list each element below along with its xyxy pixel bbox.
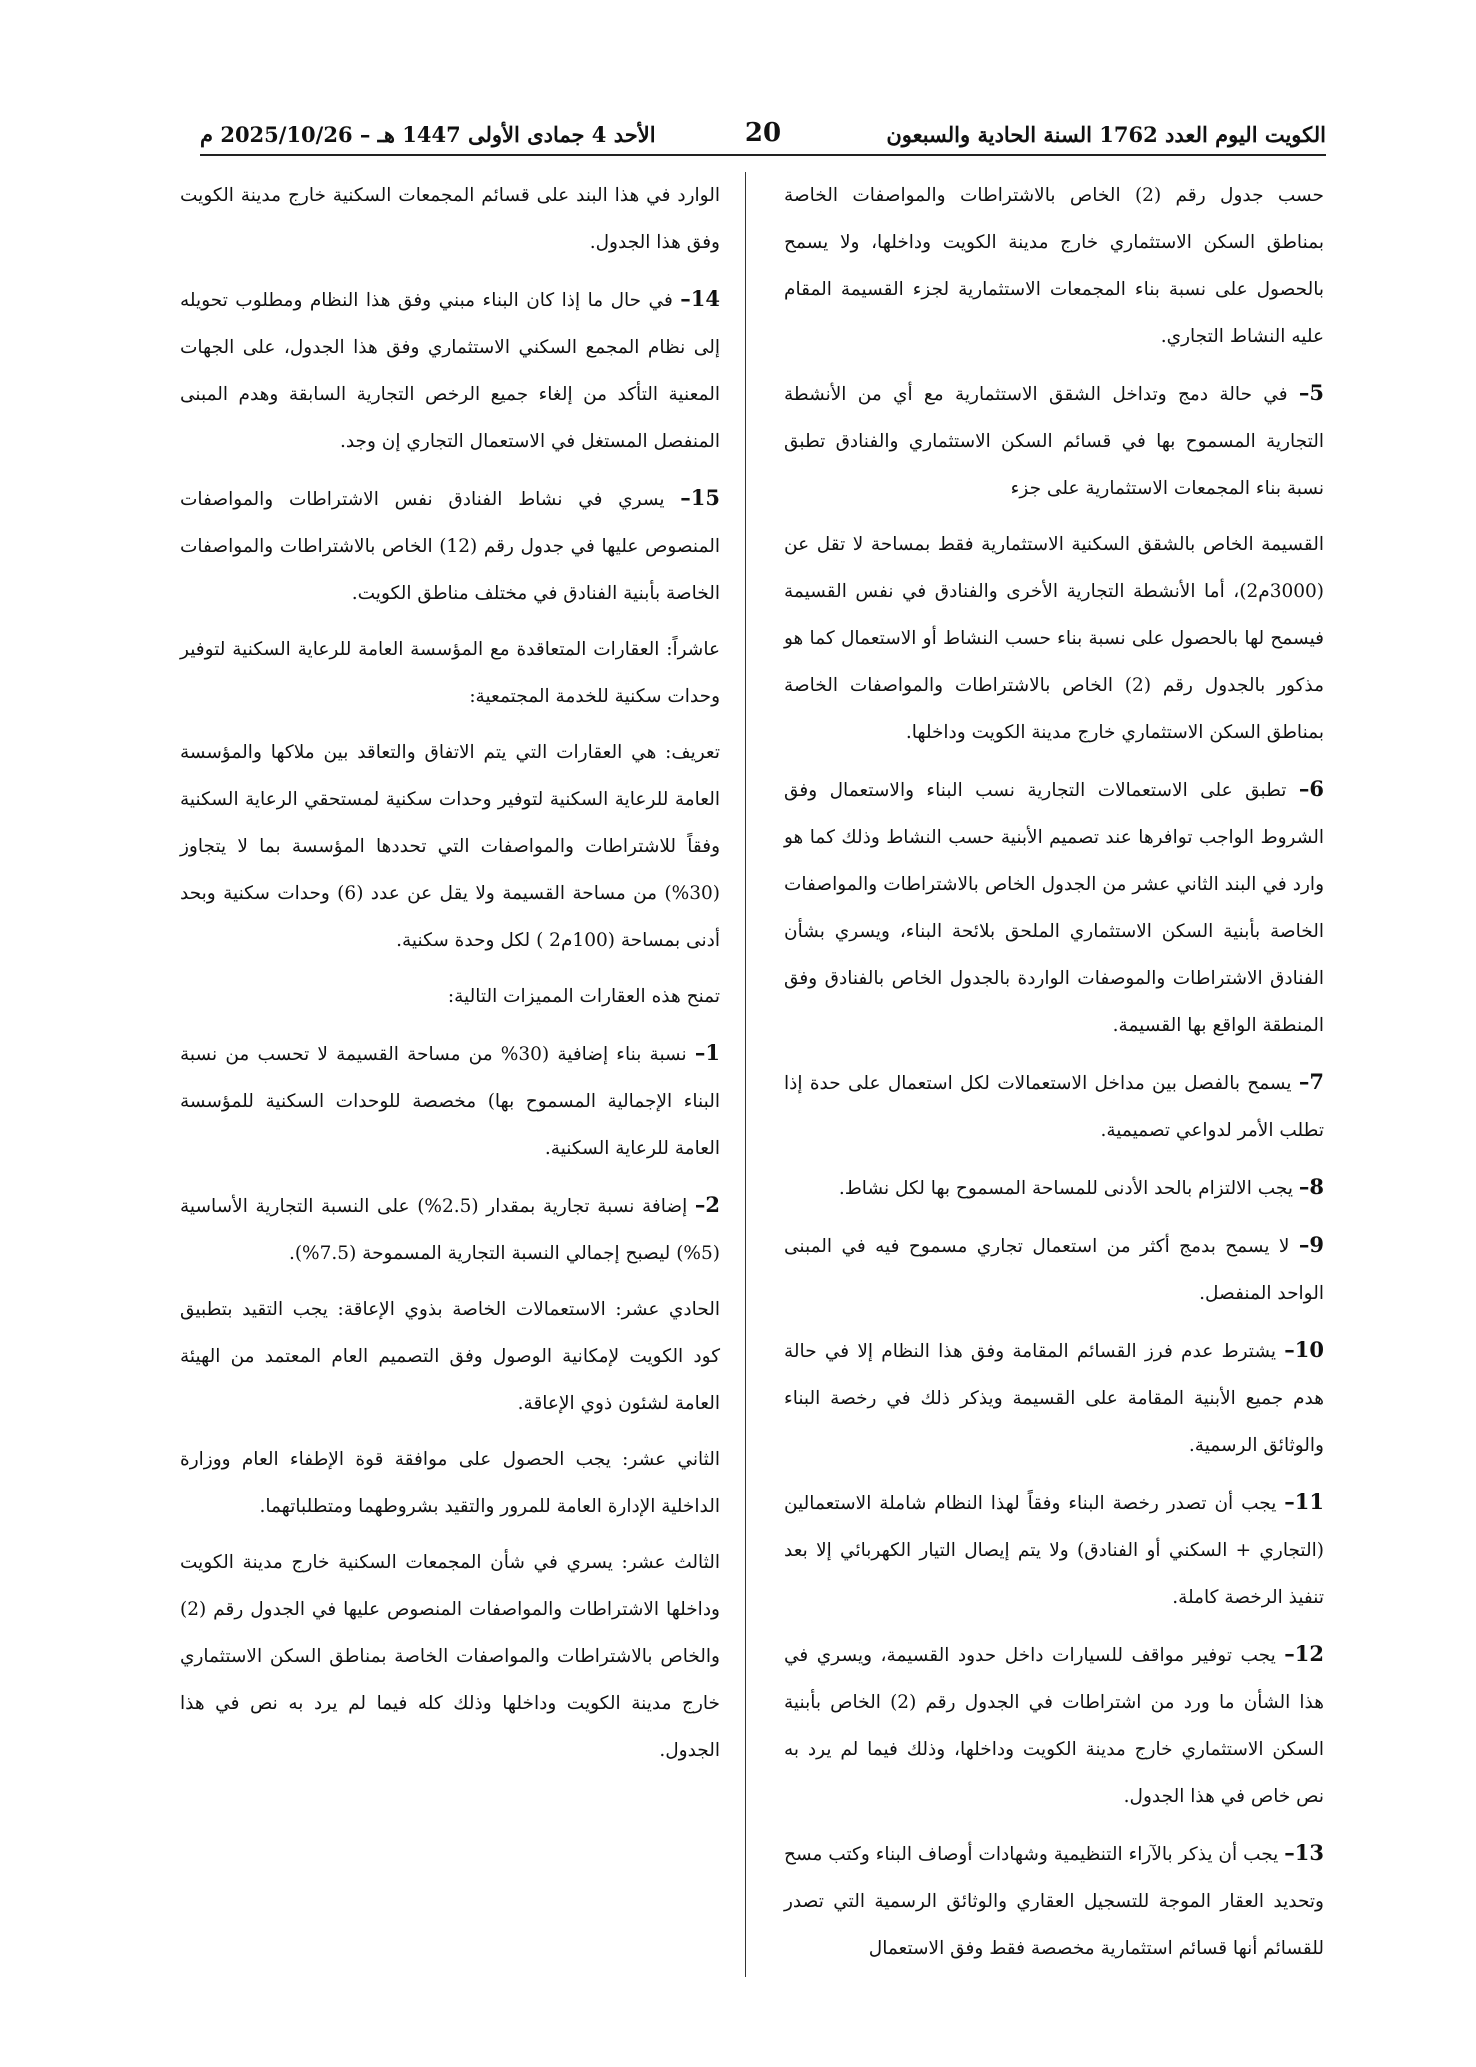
item-number: 14– bbox=[680, 286, 720, 311]
paragraph-text: الحادي عشر: الاستعمالات الخاصة بذوي الإعاقة: يجب التقيد بتطبيق كود الكويت لإمكانية الوصول وفق التصميم العام المعتمد من الهيئة العامة لشئون ذوي الإعاقة. bbox=[180, 1299, 720, 1414]
paragraph-text: تعريف: هي العقارات التي يتم الاتفاق والتعاقد بين ملاكها والمؤسسة العامة للرعاية السكنية لتوفير وحدات سكنية لمستحقي الرعاية السكنية وفقاً للاشتراطات والمواصفات التي تحددها المؤسسة بما لا يتجاوز (30%) من مساحة القسيمة ولا يقل عن عدد (6) وحدات سكنية وبحد أدنى بمساحة (100م2 ) لكل وحدة سكنية. bbox=[180, 742, 720, 951]
paragraph bbox=[180, 626, 720, 720]
item-number: 10– bbox=[1284, 1337, 1324, 1362]
paragraph bbox=[784, 1630, 1324, 1820]
paragraph bbox=[180, 474, 720, 617]
paragraph-text: يجب أن تصدر رخصة البناء وفقاً لهذا النظام شاملة الاستعمالين (التجاري + السكني أو الفنادق) ولا يتم إيصال التيار الكهربائي إلا بعد تنفيذ الرخصة كاملة. bbox=[784, 1493, 1324, 1608]
paragraph bbox=[784, 1829, 1324, 1972]
paragraph bbox=[180, 1286, 720, 1427]
column-divider bbox=[745, 172, 746, 1977]
item-number: 15– bbox=[680, 485, 720, 510]
paragraph bbox=[180, 1029, 720, 1172]
paragraph-text: إضافة نسبة تجارية بمقدار (2.5%) على النسبة التجارية الأساسية (5%) ليصبح إجمالي النسبة التجارية المسموحة (7.5%). bbox=[180, 1196, 720, 1264]
paragraph bbox=[784, 1058, 1324, 1154]
paragraph bbox=[784, 1221, 1324, 1317]
paragraph-text: لا يسمح بدمج أكثر من استعمال تجاري مسموح فيه في المبنى الواحد المنفصل. bbox=[784, 1236, 1324, 1304]
paragraph-text: الثاني عشر: يجب الحصول على موافقة قوة الإطفاء العام ووزارة الداخلية الإدارة العامة للمرور والتقيد بشروطهما ومتطلباتهما. bbox=[180, 1449, 720, 1517]
paragraph-text: حسب جدول رقم (2) الخاص بالاشتراطات والمواصفات الخاصة بمناطق السكن الاستثماري خارج مدينة الكويت وداخلها، ولا يسمح بالحصول على نسبة بناء المجمعات الاستثمارية لجزء القسيمة المقام عليه النشاط التجاري. bbox=[784, 185, 1324, 347]
paragraph-text: يشترط عدم فرز القسائم المقامة وفق هذا النظام إلا في حالة هدم جميع الأبنية المقامة على القسيمة ويذكر ذلك في رخصة البناء والوثائق الرسمية. bbox=[784, 1341, 1324, 1456]
item-number: 5– bbox=[1298, 380, 1324, 405]
paragraph bbox=[180, 275, 720, 465]
item-number: 9– bbox=[1298, 1232, 1324, 1257]
right-text-column bbox=[784, 172, 1324, 1981]
page-header bbox=[200, 118, 1326, 156]
paragraph-text: يسري في نشاط الفنادق نفس الاشتراطات والمواصفات المنصوص عليها في جدول رقم (12) الخاص بالاشتراطات والمواصفات الخاصة بأبنية الفنادق في مختلف مناطق الكويت. bbox=[180, 489, 720, 604]
left-text-column bbox=[180, 172, 720, 1783]
item-number: 7– bbox=[1298, 1069, 1324, 1094]
paragraph bbox=[784, 1326, 1324, 1469]
page-number: 20 bbox=[744, 118, 782, 148]
item-number: 8– bbox=[1298, 1174, 1324, 1199]
paragraph bbox=[180, 1436, 720, 1530]
publication-title: الكويت اليوم العدد 1762 السنة الحادية والسبعون bbox=[886, 122, 1326, 147]
paragraph-text: يسمح بالفصل بين مداخل الاستعمالات لكل استعمال على حدة إذا تطلب الأمر لدواعي تصميمية. bbox=[784, 1073, 1324, 1141]
paragraph bbox=[784, 765, 1324, 1049]
paragraph bbox=[784, 1478, 1324, 1621]
paragraph bbox=[180, 973, 720, 1020]
paragraph-text: تطبق على الاستعمالات التجارية نسب البناء والاستعمال وفق الشروط الواجب توافرها عند تصميم الأبنية حسب النشاط وذلك كما هو وارد في البند الثاني عشر من الجدول الخاص بالاشتراطات والمواصفات الخاصة بأبنية السكن الاستثماري الملحق بلائحة البناء، ويسري بشأن الفنادق الاشتراطات والموصفات الواردة بالجدول الخاص بالفنادق وفق المنطقة الواقع بها القسيمة. bbox=[784, 780, 1324, 1036]
item-number: 1– bbox=[694, 1040, 720, 1065]
paragraph bbox=[784, 1163, 1324, 1212]
paragraph-text: تمنح هذه العقارات المميزات التالية: bbox=[447, 986, 720, 1007]
paragraph bbox=[180, 729, 720, 964]
paragraph-text: الثالث عشر: يسري في شأن المجمعات السكنية خارج مدينة الكويت وداخلها الاشتراطات والمواصفات المنصوص عليها في الجدول رقم (2) والخاص بالاشتراطات والمواصفات الخاصة بمناطق السكن الاستثماري خارج مدينة الكويت وداخلها وذلك كله فيما لم يرد به نص في هذا الجدول. bbox=[180, 1552, 720, 1761]
item-number: 12– bbox=[1284, 1641, 1324, 1666]
paragraph-text: في حالة دمج وتداخل الشقق الاستثمارية مع أي من الأنشطة التجارية المسموح بها في قسائم السكن الاستثماري والفنادق تطبق نسبة بناء المجمعات الاستثمارية على جزء bbox=[784, 384, 1324, 499]
paragraph-text: يجب أن يذكر بالآراء التنظيمية وشهادات أوصاف البناء وكتب مسح وتحديد العقار الموجة للتسجيل العقاري والوثائق الرسمية التي تصدر للقسائم أنها قسائم استثمارية مخصصة فقط وفق الاستعمال bbox=[784, 1844, 1324, 1959]
paragraph bbox=[784, 521, 1324, 756]
paragraph-text: نسبة بناء إضافية (30% من مساحة القسيمة لا تحسب من نسبة البناء الإجمالية المسموح بها) مخصصة للوحدات السكنية للمؤسسة العامة للرعاية السكنية. bbox=[180, 1044, 720, 1159]
item-number: 6– bbox=[1298, 776, 1324, 801]
paragraph bbox=[180, 172, 720, 266]
item-number: 11– bbox=[1284, 1489, 1324, 1514]
item-number: 2– bbox=[694, 1192, 720, 1217]
paragraph-text: في حال ما إذا كان البناء مبني وفق هذا النظام ومطلوب تحويله إلى نظام المجمع السكني الاستثماري وفق هذا الجدول، على الجهات المعنية التأكد من إلغاء جميع الرخص التجارية السابقة وهدم المبنى المنفصل المستغل في الاستعمال التجاري إن وجد. bbox=[180, 290, 720, 452]
paragraph-text: القسيمة الخاص بالشقق السكنية الاستثمارية فقط بمساحة لا تقل عن (3000م2)، أما الأنشطة التجارية الأخرى والفنادق في نفس القسيمة فيسمح لها بالحصول على نسبة بناء حسب النشاط أو الاستعمال كما هو مذكور بالجدول رقم (2) الخاص بالاشتراطات والمواصفات الخاصة بمناطق السكن الاستثماري خارج مدينة الكويت وداخلها. bbox=[784, 534, 1324, 743]
paragraph-text: عاشراً: العقارات المتعاقدة مع المؤسسة العامة للرعاية السكنية لتوفير وحدات سكنية للخدمة المجتمعية: bbox=[180, 639, 720, 707]
paragraph-text: يجب الالتزام بالحد الأدنى للمساحة المسموح بها لكل نشاط. bbox=[838, 1178, 1293, 1199]
paragraph bbox=[784, 369, 1324, 512]
paragraph bbox=[784, 172, 1324, 360]
paragraph bbox=[180, 1539, 720, 1774]
paragraph-text: الوارد في هذا البند على قسائم المجمعات السكنية خارج مدينة الكويت وفق هذا الجدول. bbox=[180, 185, 720, 253]
paragraph-text: يجب توفير مواقف للسيارات داخل حدود القسيمة، ويسري في هذا الشأن ما ورد من اشتراطات في الجدول رقم (2) الخاص بأبنية السكن الاستثماري خارج مدينة الكويت وداخلها، وذلك فيما لم يرد به نص خاص في هذا الجدول. bbox=[784, 1645, 1324, 1807]
issue-date: الأحد 4 جمادى الأولى 1447 هـ – 2025/10/26 م bbox=[200, 122, 656, 147]
paragraph bbox=[180, 1181, 720, 1277]
item-number: 13– bbox=[1284, 1840, 1324, 1865]
